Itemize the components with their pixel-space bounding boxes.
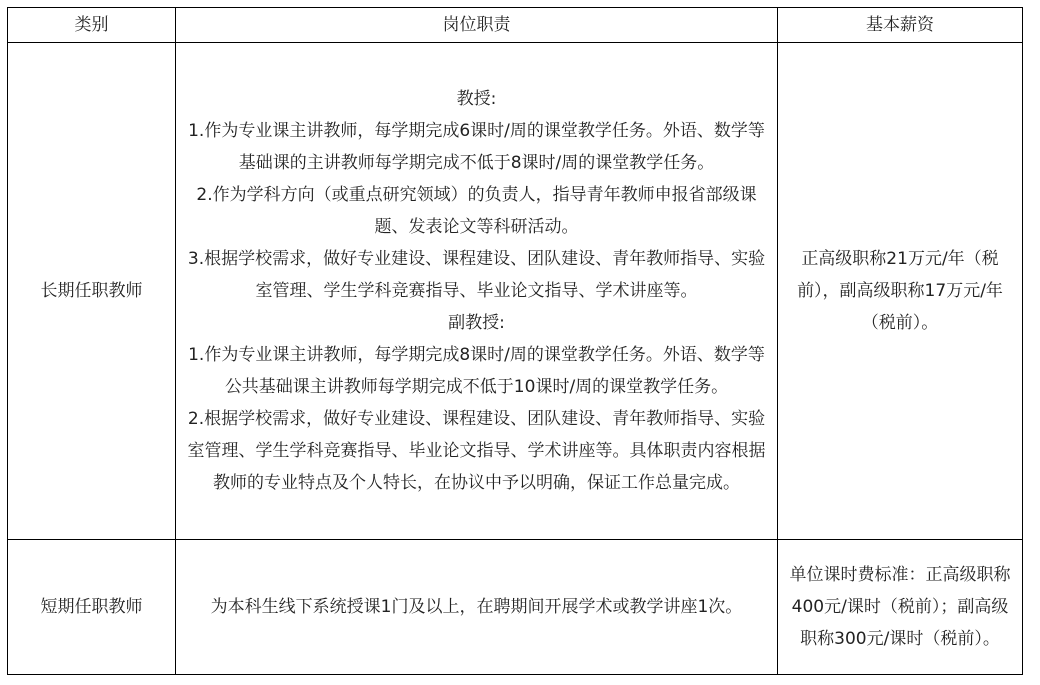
duty-line: 1.作为专业课主讲教师，每学期完成6课时/周的课堂教学任务。外语、数学等基础课的主讲教师每学期完成不低于8课时/周的课堂教学任务。	[188, 121, 765, 173]
duty-line: 2.作为学科方向（或重点研究领域）的负责人，指导青年教师申报省部级课题、发表论文等科研活动。	[196, 185, 757, 237]
table-row-long-term	[8, 43, 1023, 540]
duty-line: 教授:	[456, 89, 497, 109]
table-row-short-term	[8, 540, 1023, 675]
header-category: 类别	[8, 8, 176, 43]
header-salary: 基本薪资	[778, 8, 1023, 43]
table-header-row	[8, 8, 1023, 43]
duty-line: 为本科生线下系统授课1门及以上，在聘期间开展学术或教学讲座1次。	[210, 597, 743, 617]
header-duties: 岗位职责	[176, 8, 778, 43]
duty-line: 1.作为专业课主讲教师，每学期完成8课时/周的课堂教学任务。外语、数学等公共基础课主讲教师每学期完成不低于10课时/周的课堂教学任务。	[188, 345, 765, 397]
salary-cell: 正高级职称21万元/年（税前），副高级职称17万元/年（税前）。	[778, 43, 1023, 540]
salary-cell: 单位课时费标准：正高级职称400元/课时（税前）；副高级职称300元/课时（税前）。	[778, 540, 1023, 675]
duty-line: 3.根据学校需求，做好专业建设、课程建设、团队建设、青年教师指导、实验室管理、学生学科竞赛指导、毕业论文指导、学术讲座等。	[187, 249, 766, 301]
category-cell: 短期任职教师	[8, 540, 176, 675]
duty-line: 副教授:	[448, 313, 505, 333]
duties-cell	[176, 43, 778, 540]
duties-cell	[176, 540, 778, 675]
duty-line: 2.根据学校需求，做好专业建设、课程建设、团队建设、青年教师指导、实验室管理、学生学科竞赛指导、毕业论文指导、学术讲座等。具体职责内容根据教师的专业特点及个人特长，在协议中予以明确，保证工作总量完成。	[187, 409, 766, 493]
category-cell: 长期任职教师	[8, 43, 176, 540]
positions-table	[7, 7, 1023, 675]
